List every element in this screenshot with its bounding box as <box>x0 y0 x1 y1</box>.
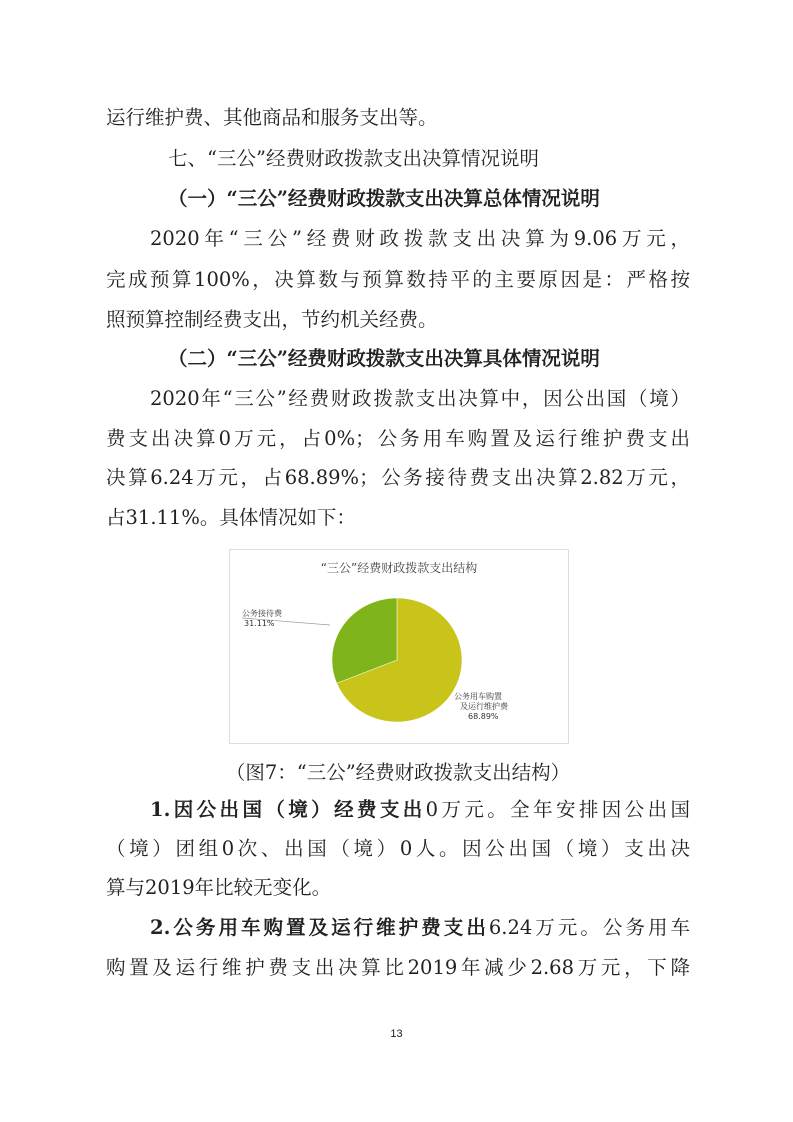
figure-caption: （图7：“三公”经费财政拨款支出结构） <box>225 761 571 784</box>
pie-chart <box>229 549 569 744</box>
paragraph-line: 购置及运行维护费支出决算比2019年减少2.68万元，下降 <box>106 956 690 979</box>
paragraph-line: 占31.11%。具体情况如下： <box>106 506 356 529</box>
paragraph-line <box>150 916 690 940</box>
item-heading: 1.因公出国（境）经费支出 <box>150 798 426 821</box>
paragraph-line: （境）团组0次、出国（境）0人。因公出国（境）支出决 <box>106 837 690 860</box>
subsection-heading: （一）“三公”经费财政拨款支出决算总体情况说明 <box>168 187 600 210</box>
section-heading: 七、“三公”经费财政拨款支出决算情况说明 <box>168 147 539 170</box>
chart-title: “三公”经费财政拨款支出结构 <box>320 561 478 575</box>
slice-value-label: 68.89% <box>468 712 499 721</box>
paragraph-line: 算与2019年比较无变化。 <box>106 876 332 899</box>
paragraph-line: 照预算控制经费支出，节约机关经费。 <box>106 308 438 331</box>
slice-label: 公务接待费 <box>242 609 282 618</box>
paragraph-line: 2020年“三公”经费财政拨款支出决算为9.06万元， <box>150 227 690 250</box>
slice-value-label: 31.11% <box>244 619 275 628</box>
item-heading: 2.公务用车购置及运行维护费支出 <box>150 916 489 939</box>
paragraph-line: 完成预算100%，决算数与预算数持平的主要原因是：严格按 <box>106 268 690 291</box>
paragraph-line: 决算6.24万元，占68.89%；公务接待费支出决算2.82万元， <box>106 466 690 489</box>
item-text: 0万元。全年安排因公出国 <box>425 798 690 821</box>
subsection-heading: （二）“三公”经费财政拨款支出决算具体情况说明 <box>168 347 600 370</box>
paragraph-line: 费支出决算0万元，占0%；公务用车购置及运行维护费支出 <box>106 427 690 450</box>
item-text: 6.24万元。公务用车 <box>488 916 691 939</box>
paragraph-line: 2020年“三公”经费财政拨款支出决算中，因公出国（境） <box>150 387 690 410</box>
slice-label: 公务用车购置及运行维护费 <box>454 692 508 711</box>
paragraph-line: 运行维护费、其他商品和服务支出等。 <box>106 106 438 129</box>
paragraph-line <box>150 798 690 822</box>
page-number: 13 <box>390 1028 403 1040</box>
